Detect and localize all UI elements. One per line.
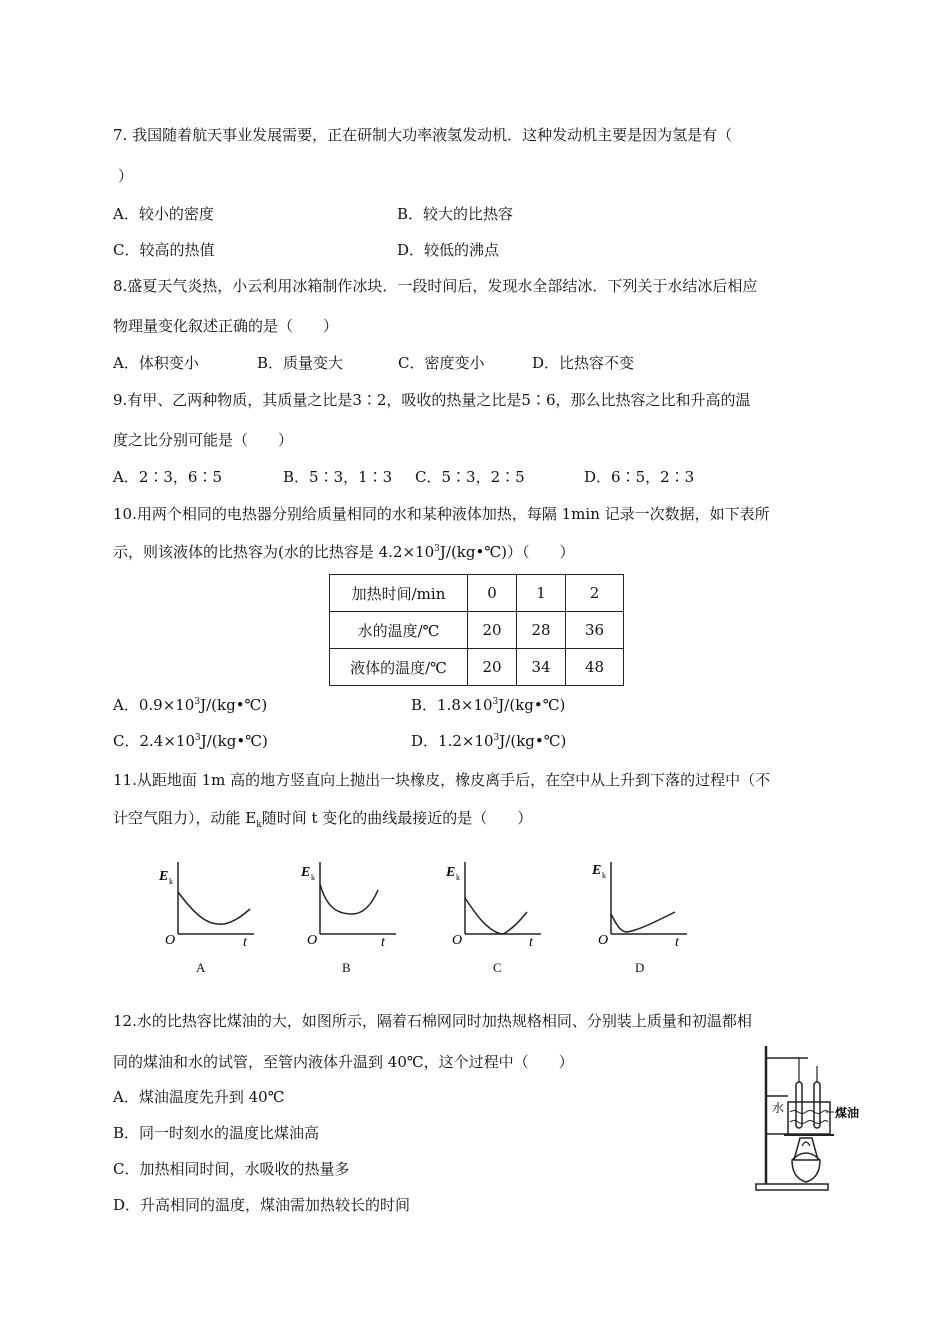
graph-x-label: t [675, 935, 679, 946]
q8-option-b: B．质量变大 [257, 354, 344, 372]
q12-option-c: C．加热相同时间，水吸收的热量多 [113, 1160, 350, 1178]
graph-label-b: B [342, 960, 351, 975]
ek-graph-d [589, 854, 689, 946]
table-cell: 0 [468, 575, 517, 612]
q7-stem: 7. 我国随着航天事业发展需要，正在研制大功率液氢发动机．这种发动机主要是因为氢是有（ [113, 126, 733, 144]
q12-option-d: D．升高相同的温度，煤油需加热较长的时间 [113, 1196, 411, 1214]
q10-option-a: A．$0.9\times 10^3J/(kg•℃)$ [113, 696, 268, 714]
graph-y-sub: k [311, 873, 315, 882]
q7-stem-cont: ） [118, 167, 134, 185]
heating-apparatus-figure [752, 1046, 872, 1196]
q7-option-c: C．较高的热值 [113, 241, 215, 259]
graph-y-label: E [592, 863, 602, 878]
ek-graph-b [298, 854, 398, 946]
table-cell: 20 [468, 612, 517, 649]
q10-option-c: C．$2.4\times 10^3J/(kg•℃)$ [113, 732, 268, 750]
graph-y-label: E [159, 869, 169, 884]
ek-graph-a [156, 854, 256, 946]
q9-option-b: B．5∶3，1∶3 [283, 468, 393, 486]
graph-label-a: A [196, 960, 206, 975]
table-cell: 加热时间/min [330, 575, 468, 612]
graph-x-label: t [381, 935, 385, 946]
graph-x-label: t [529, 935, 533, 946]
q9-option-c: C．5∶3，2∶5 [415, 468, 525, 486]
graph-y-sub: k [602, 871, 606, 880]
q11-stem-line2: 计空气阻力），动能 $E_k$随时间 t 变化的曲线最接近的是（ ） [113, 809, 533, 830]
table-row [330, 649, 624, 686]
table-cell: 48 [566, 649, 624, 686]
ek-graph-c [443, 854, 543, 946]
q10-stem-line1: 10.用两个相同的电热器分别给质量相同的水和某种液体加热，每隔 1min 记录一次数据，如下表所 [113, 505, 770, 523]
graph-y-label: E [446, 865, 456, 880]
q10-stem-line2: 示，则该液体的比热容为(水的比热容是 $4.2\times 10^3J/(kg•℃)$）（ ） [113, 543, 575, 561]
table-cell: 液体的温度/℃ [330, 649, 468, 686]
graph-origin: O [165, 933, 176, 946]
graph-y-sub: k [169, 877, 173, 886]
table-cell: 28 [517, 612, 566, 649]
graph-y-label: E [301, 865, 311, 880]
q9-option-d: D．6∶5，2∶3 [584, 468, 695, 486]
graph-origin: O [598, 933, 609, 946]
graph-label-d: D [635, 960, 645, 975]
table-cell: 1 [517, 575, 566, 612]
table-cell: 36 [566, 612, 624, 649]
table-cell: 水的温度/℃ [330, 612, 468, 649]
q8-stem-line1: 8.盛夏天气炎热，小云利用冰箱制作冰块．一段时间后，发现水全部结冰．下列关于水结冰后相应 [113, 277, 758, 295]
q11-stem-line1: 11.从距地面 1m 高的地方竖直向上抛出一块橡皮，橡皮离手后，在空中从上升到下落的过程中（不 [113, 771, 771, 789]
q9-stem-line2: 度之比分别可能是（ ） [113, 431, 294, 449]
q12-stem-line2: 同的煤油和水的试管，至管内液体升温到 40℃，这个过程中（ ） [113, 1053, 574, 1071]
kerosene-label: 煤油 [835, 1106, 860, 1120]
q10-option-d: D．$1.2\times 10^3J/(kg•℃)$ [411, 732, 567, 750]
q8-stem-line2: 物理量变化叙述正确的是（ ） [113, 317, 339, 335]
q10-data-table [329, 574, 624, 686]
table-row [330, 612, 624, 649]
q7-option-b: B．较大的比热容 [397, 205, 514, 223]
q8-option-d: D．比热容不变 [532, 354, 635, 372]
graph-origin: O [307, 933, 318, 946]
q12-option-a: A．煤油温度先升到 40℃ [113, 1088, 285, 1106]
graph-label-c: C [493, 960, 502, 975]
q10-option-b: B．$1.8\times 10^3J/(kg•℃)$ [411, 696, 566, 714]
table-cell: 20 [468, 649, 517, 686]
q12-stem-line1: 12.水的比热容比煤油的大，如图所示，隔着石棉网同时加热规格相同、分别装上质量和初温都相 [113, 1012, 752, 1030]
q12-option-b: B．同一时刻水的温度比煤油高 [113, 1124, 320, 1142]
water-label: 水 [772, 1101, 785, 1115]
graph-y-sub: k [456, 873, 460, 882]
q9-option-a: A．2∶3，6∶5 [113, 468, 223, 486]
q7-option-a: A．较小的密度 [113, 205, 214, 223]
graph-origin: O [452, 933, 463, 946]
q8-option-a: A．体积变小 [113, 354, 199, 372]
table-cell: 2 [566, 575, 624, 612]
q9-stem-line1: 9.有甲、乙两种物质，其质量之比是3∶2，吸收的热量之比是5∶6，那么比热容之比和升高的温 [113, 391, 751, 409]
table-header-row [330, 575, 624, 612]
q7-option-d: D．较低的沸点 [397, 241, 500, 259]
graph-x-label: t [243, 935, 247, 946]
q8-option-c: C．密度变小 [398, 354, 485, 372]
table-cell: 34 [517, 649, 566, 686]
